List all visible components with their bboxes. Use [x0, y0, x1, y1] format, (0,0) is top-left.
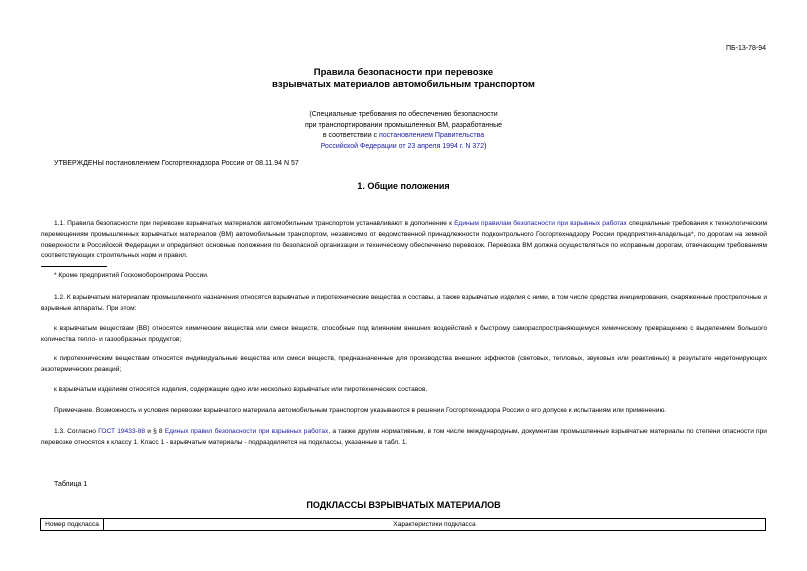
- table-header-subclass-characteristics: Характеристики подкласса: [104, 519, 766, 531]
- subclass-table: [40, 518, 766, 531]
- table-label: Таблица 1: [54, 481, 88, 488]
- paragraph-explosive-items: к взрывчатым изделиям относятся изделия, содержащие одно или несколько взрывчатых или пиротехнических составов.: [54, 386, 428, 393]
- table-title: ПОДКЛАССЫ ВЗРЫВЧАТЫХ МАТЕРИАЛОВ: [306, 500, 501, 510]
- government-decree-link[interactable]: постановлением Правительства: [379, 132, 485, 139]
- paragraph-1-3-mid: и § 8: [145, 428, 165, 435]
- subtitle-line-3-prefix: в соответствии с: [322, 132, 379, 139]
- title-line-1: Правила безопасности при перевозке: [313, 67, 494, 78]
- subtitle-line-4-suffix: ): [484, 142, 487, 150]
- footnote: * Кроме предприятий Госкомоборонпрома России.: [54, 272, 209, 279]
- paragraph-explosives: к взрывчатым веществам (ВВ) относятся химические вещества или смеси веществ, способные под влиянием внешних воздействий к быстрому самораспространяющемуся химическому превращению с выделением большого количества тепло- и газообразных продуктов;: [41, 325, 767, 343]
- unified-rules-link[interactable]: Единым правилам безопасности при взрывных работах: [454, 220, 627, 227]
- approval-statement: УТВЕРЖДЕНЫ постановлением Госгортехнадзора России от 08.11.94 N 57: [54, 160, 299, 167]
- paragraph-1-1: [41, 219, 767, 262]
- table-header-row: [41, 519, 766, 531]
- unified-rules-link-2[interactable]: Единых правил безопасности при взрывных работах: [164, 428, 329, 435]
- subtitle-line-3: [0, 131, 807, 142]
- table-header-subclass-number: Номер подкласса: [41, 519, 104, 531]
- gost-link[interactable]: ГОСТ 19433-88: [98, 428, 146, 435]
- subtitle-line-2: при транспортировании промышленных ВМ, разработанные: [304, 121, 503, 129]
- paragraph-1-2: 1.2. К взрывчатым материалам промышленного назначения относятся взрывчатые и пиротехнические вещества и составы, а также взрывчатые изделия с ними, в том числе средства инициирования, снаряженные прострелочные и взрывные аппараты. При этом:: [41, 294, 767, 312]
- title-line-2: взрывчатых материалов автомобильным транспортом: [272, 79, 535, 90]
- paragraph-1-3-prefix: 1.3. Согласно: [54, 428, 99, 435]
- note-paragraph: Примечание. Возможность и условия перевозки взрывчатого материала автомобильным транспортом указываются в решении Госгортехнадзора России о его допуске к испытаниям или применению.: [54, 407, 667, 414]
- document-subtitle: [0, 110, 807, 152]
- paragraph-1-1-prefix: 1.1. Правила безопасности при перевозке взрывчатых материалов автомобильным транспортом устанавливают в дополнение к: [54, 220, 455, 227]
- paragraph-pyrotechnics: к пиротехническим веществам относятся индивидуальные вещества или смеси веществ, предназначенные для производства внешних эффектов (световых, тепловых, звуковых или реактивных) в результате недетонирующих экзотермических реакций;: [41, 355, 767, 373]
- document-code: ПБ-13-78-94: [726, 45, 766, 52]
- subtitle-line-4: [0, 142, 807, 153]
- paragraph-1-1-suffix: специальные требования к технологическим перемещениям промышленных взрывчатых материалов (ВМ) автомобильным транспортом, независимо от ведомственной принадлежности подконтрольного Госгортехнадзору России предприятия-владельца*, по дорогам на земной поверхности в Российской Федерации и определяют основные положения по безопасной организации и техническому обеспечению перевозок. Перевозка ВМ должна осуществляться по исправным дорогам, отвечающим требованиям соответствующих строительных норм и правил.: [41, 220, 768, 260]
- government-decree-date-link[interactable]: Российской Федерации от 23 апреля 1994 г. N 372: [320, 142, 485, 150]
- paragraph-1-3-suffix: , а также другим нормативным, в том числе международным, документам промышленные взрывчатые материалы по степени опасности при перевозке относятся к классу 1. Класс 1 - взрывчатые материалы - подразделяется на подклассы, указанные в табл. 1.: [41, 428, 767, 446]
- section-1-title: 1. Общие положения: [357, 181, 450, 191]
- document-title: [0, 67, 807, 91]
- footnote-divider: [41, 266, 107, 267]
- subtitle-line-1: (Специальные требования по обеспечению безопасности: [309, 111, 498, 118]
- paragraph-1-3: [41, 427, 767, 449]
